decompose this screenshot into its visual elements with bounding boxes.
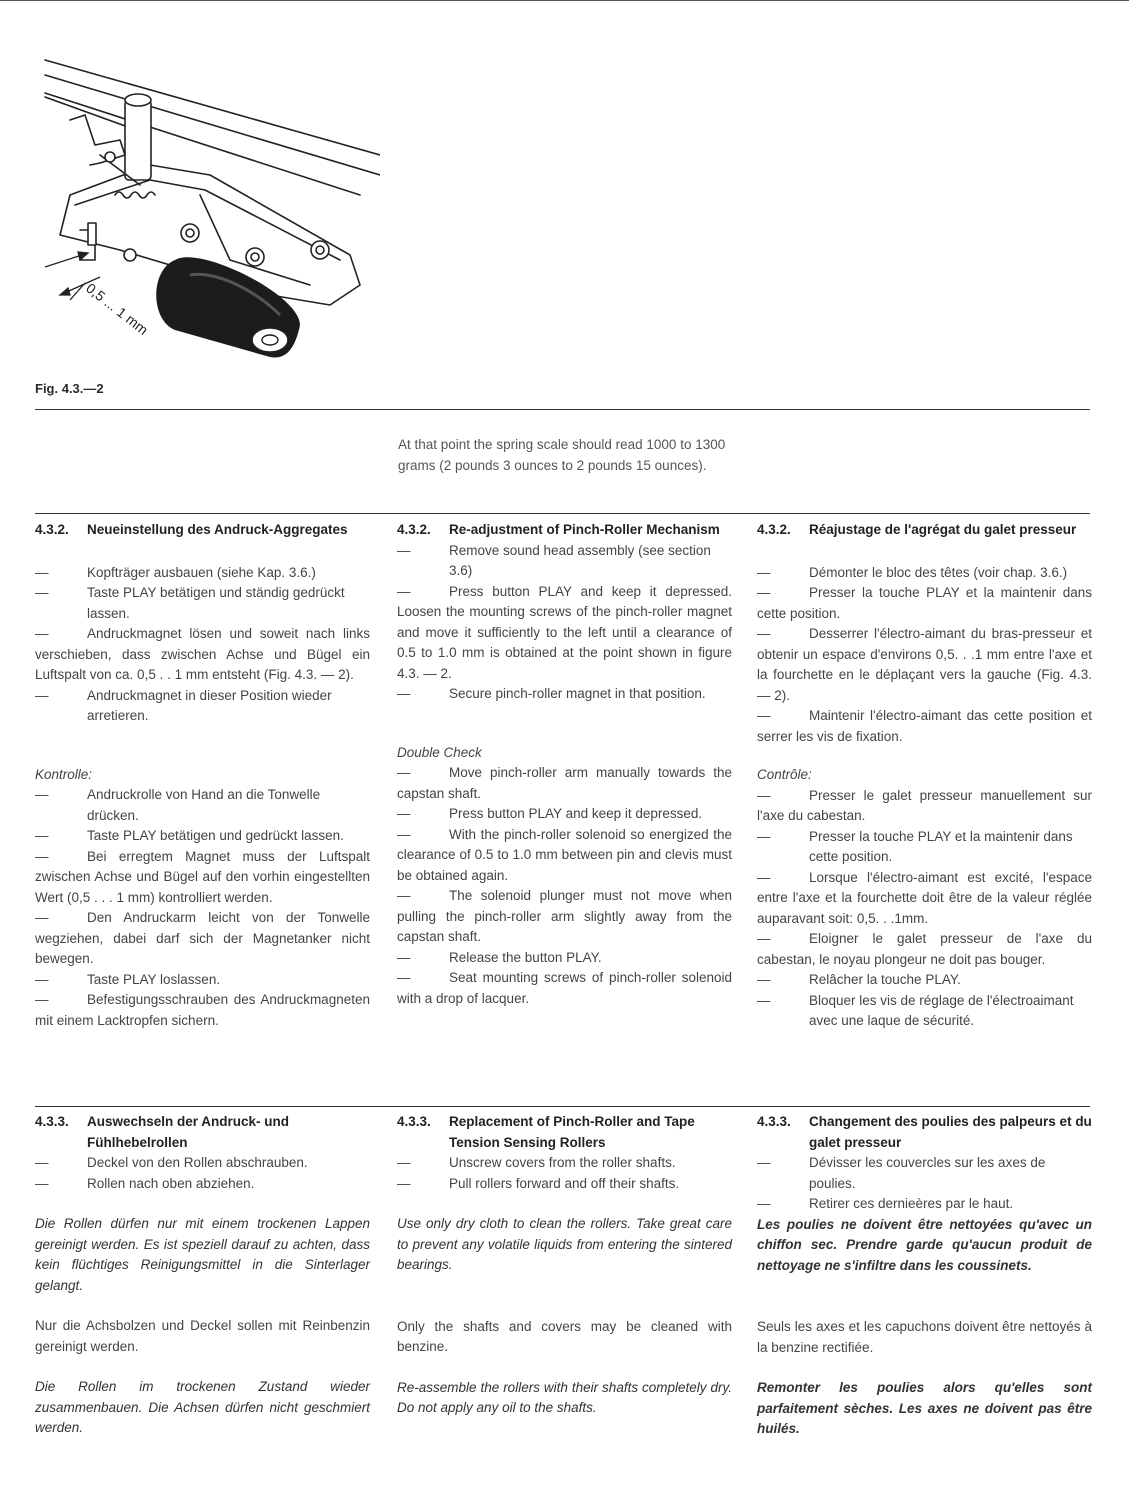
note: Seuls les axes et les capuchons doivent être nettoyés à la benzine rectifiée. xyxy=(757,1319,1092,1355)
section-heading xyxy=(35,520,370,541)
check: — Presser la touche PLAY et la maintenir dans cette position. xyxy=(757,827,1092,868)
note: Use only dry cloth to clean the rollers. Take great care to prevent any volatile liquids from entering the sintered bearings. xyxy=(397,1216,732,1272)
step: — Démonter le bloc des têtes (voir chap. 3.6.) xyxy=(757,563,1092,584)
check: — Press button PLAY and keep it depressed. xyxy=(397,804,732,825)
step: — Secure pinch-roller magnet in that position. xyxy=(397,684,732,705)
check: — Befestigungsschrauben des Andruckmagneten mit einem Lacktropfen sichern. xyxy=(35,990,370,1031)
pinch-roller-figure xyxy=(30,45,380,375)
check: — The solenoid plunger must not move when pulling the pinch-roller arm slightly away from the capstan shaft. xyxy=(397,886,732,948)
step: — Taste PLAY betätigen und ständig gedrückt lassen. xyxy=(35,583,370,624)
divider xyxy=(35,409,1090,410)
top-rule xyxy=(0,0,1129,1)
step: — Press button PLAY and keep it depressed. Loosen the mounting screws of the pinch-roller magnet and move it sufficiently to the left until a clearance of 0.5 to 1.0 mm is obtained at the point shown in figure 4.3. — 2. xyxy=(397,582,732,685)
section-heading xyxy=(757,1112,1092,1153)
check: — Seat mounting screws of pinch-roller solenoid with a drop of lacquer. xyxy=(397,968,732,1009)
check: — Move pinch-roller arm manually towards the capstan shaft. xyxy=(397,763,732,804)
step: — Maintenir l'électro-aimant das cette position et serrer les vis de fixation. xyxy=(757,706,1092,747)
note: Die Rollen dürfen nur mit einem trockenen Lappen gereinigt werden. Es ist speziell darauf zu achten, dass kein flüchtiges Reinigungsmittel in die Sinterlager gelangt. xyxy=(35,1216,370,1293)
note: Re-assemble the rollers with their shafts completely dry. Do not apply any oil to the shafts. xyxy=(397,1379,732,1415)
check: — Den Andruckarm leicht von der Tonwelle wegziehen, dabei darf sich der Magnetanker nicht bewegen. xyxy=(35,908,370,970)
section-title: Auswechseln der Andruck- und Fühlhebelrollen xyxy=(87,1114,290,1150)
check: — With the pinch-roller solenoid so energized the clearance of 0.5 to 1.0 mm between pin and clevis must be obtained again. xyxy=(397,825,732,887)
step: — Dévisser les couvercles sur les axes de poulies. xyxy=(757,1153,1092,1194)
check: — Lorsque l'électro-aimant est excité, l'espace entre l'axe et la fourchette doit être de la valeur réglée auparavant soit: 0,5. . .1mm. xyxy=(757,868,1092,930)
sec433-en xyxy=(397,1112,732,1419)
section-title: Replacement of Pinch-Roller and Tape Tension Sensing Rollers xyxy=(449,1114,695,1150)
section-number: 4.3.3. xyxy=(757,1114,791,1129)
check: — Taste PLAY betätigen und gedrückt lassen. xyxy=(35,826,370,847)
dimension-label: 0,5 ... 1 mm xyxy=(83,279,152,338)
section-heading xyxy=(35,1112,370,1153)
section-number: 4.3.2. xyxy=(35,522,69,537)
section-number: 4.3.2. xyxy=(397,522,431,537)
check-title: Kontrolle: xyxy=(35,766,93,782)
section-title: Re-adjustment of Pinch-Roller Mechanism xyxy=(449,522,720,537)
section-heading xyxy=(397,520,732,541)
step: — Desserrer l'électro-aimant du bras-presseur et obtenir un espace d'environs 0,5. . .1 mm entre l'axe et la fourchette en le déplaçant vers la gauche (Fig. 4.3. — 2). xyxy=(757,624,1092,706)
section-heading xyxy=(757,520,1092,541)
step: — Rollen nach oben abziehen. xyxy=(35,1174,370,1195)
section-title: Neueinstellung des Andruck-Aggregates xyxy=(87,522,348,537)
sec433-de xyxy=(35,1112,370,1439)
step: — Andruckmagnet in dieser Position wieder arretieren. xyxy=(35,686,370,727)
note: Nur die Achsbolzen und Deckel sollen mit Reinbenzin gereinigt werden. xyxy=(35,1318,370,1354)
divider xyxy=(35,1106,1090,1107)
check-title: Contrôle: xyxy=(757,767,812,782)
step: — Deckel von den Rollen abschrauben. xyxy=(35,1153,370,1174)
step: — Remove sound head assembly (see section 3.6) xyxy=(397,541,732,582)
note: Les poulies ne doivent être nettoyées qu'avec un chiffon sec. Prendre garde qu'aucun produit de nettoyage ne s'infiltre dans les coussinets. xyxy=(757,1216,1092,1273)
step: — Presser la touche PLAY et la maintenir dans cette position. xyxy=(757,583,1092,624)
divider xyxy=(35,513,1090,514)
step: — Andruckmagnet lösen und soweit nach links verschieben, dass zwischen Achse und Bügel ein Luftspalt von ca. 0,5 . . 1 mm entsteht (Fig. 4.3. — 2). xyxy=(35,624,370,686)
check: — Release the button PLAY. xyxy=(397,948,732,969)
note: Die Rollen im trockenen Zustand wieder zusammenbauen. Die Achsen dürfen nicht geschmiert werden. xyxy=(35,1379,370,1435)
section-number: 4.3.3. xyxy=(397,1114,431,1129)
sec432-de xyxy=(35,520,370,1031)
sec432-fr xyxy=(757,520,1092,1032)
check: — Eloigner le galet presseur de l'axe du cabestan, le noyau plongeur ne doit pas bouger. xyxy=(757,929,1092,970)
sec432-en xyxy=(397,520,732,1009)
section-number: 4.3.2. xyxy=(757,522,791,537)
check-title: Double Check xyxy=(397,744,482,760)
step: — Kopfträger ausbauen (siehe Kap. 3.6.) xyxy=(35,563,370,584)
check: — Presser le galet presseur manuellement sur l'axe du cabestan. xyxy=(757,786,1092,827)
section-title: Changement des poulies des palpeurs et du galet presseur xyxy=(809,1114,1092,1150)
note: Remonter les poulies alors qu'elles sont parfaitement sèches. Les axes ne doivent pas être huilés. xyxy=(757,1380,1092,1436)
section-heading xyxy=(397,1112,732,1153)
step: — Retirer ces dernieères par le haut. xyxy=(757,1194,1092,1215)
check: — Bei erregtem Magnet muss der Luftspalt zwischen Achse und Bügel auf den vorhin eingestellten Wert (0,5 . . . 1 mm) kontrolliert werden. xyxy=(35,847,370,909)
sec433-fr xyxy=(757,1112,1092,1440)
section-title: Réajustage de l'agrégat du galet presseur xyxy=(809,522,1077,537)
note: Only the shafts and covers may be cleaned with benzine. xyxy=(397,1318,732,1354)
check: — Andruckrolle von Hand an die Tonwelle drücken. xyxy=(35,785,370,826)
section-number: 4.3.3. xyxy=(35,1114,69,1129)
check: — Taste PLAY loslassen. xyxy=(35,970,370,991)
intro-text: At that point the spring scale should read 1000 to 1300 grams (2 pounds 3 ounces to 2 pounds 15 ounces). xyxy=(398,436,726,473)
check: — Relâcher la touche PLAY. xyxy=(757,970,1092,991)
check: — Bloquer les vis de réglage de l'électroaimant avec une laque de sécurité. xyxy=(757,991,1092,1032)
step: — Pull rollers forward and off their shafts. xyxy=(397,1174,732,1195)
figure-caption: Fig. 4.3.—2 xyxy=(35,381,104,396)
step: — Unscrew covers from the roller shafts. xyxy=(397,1153,732,1174)
